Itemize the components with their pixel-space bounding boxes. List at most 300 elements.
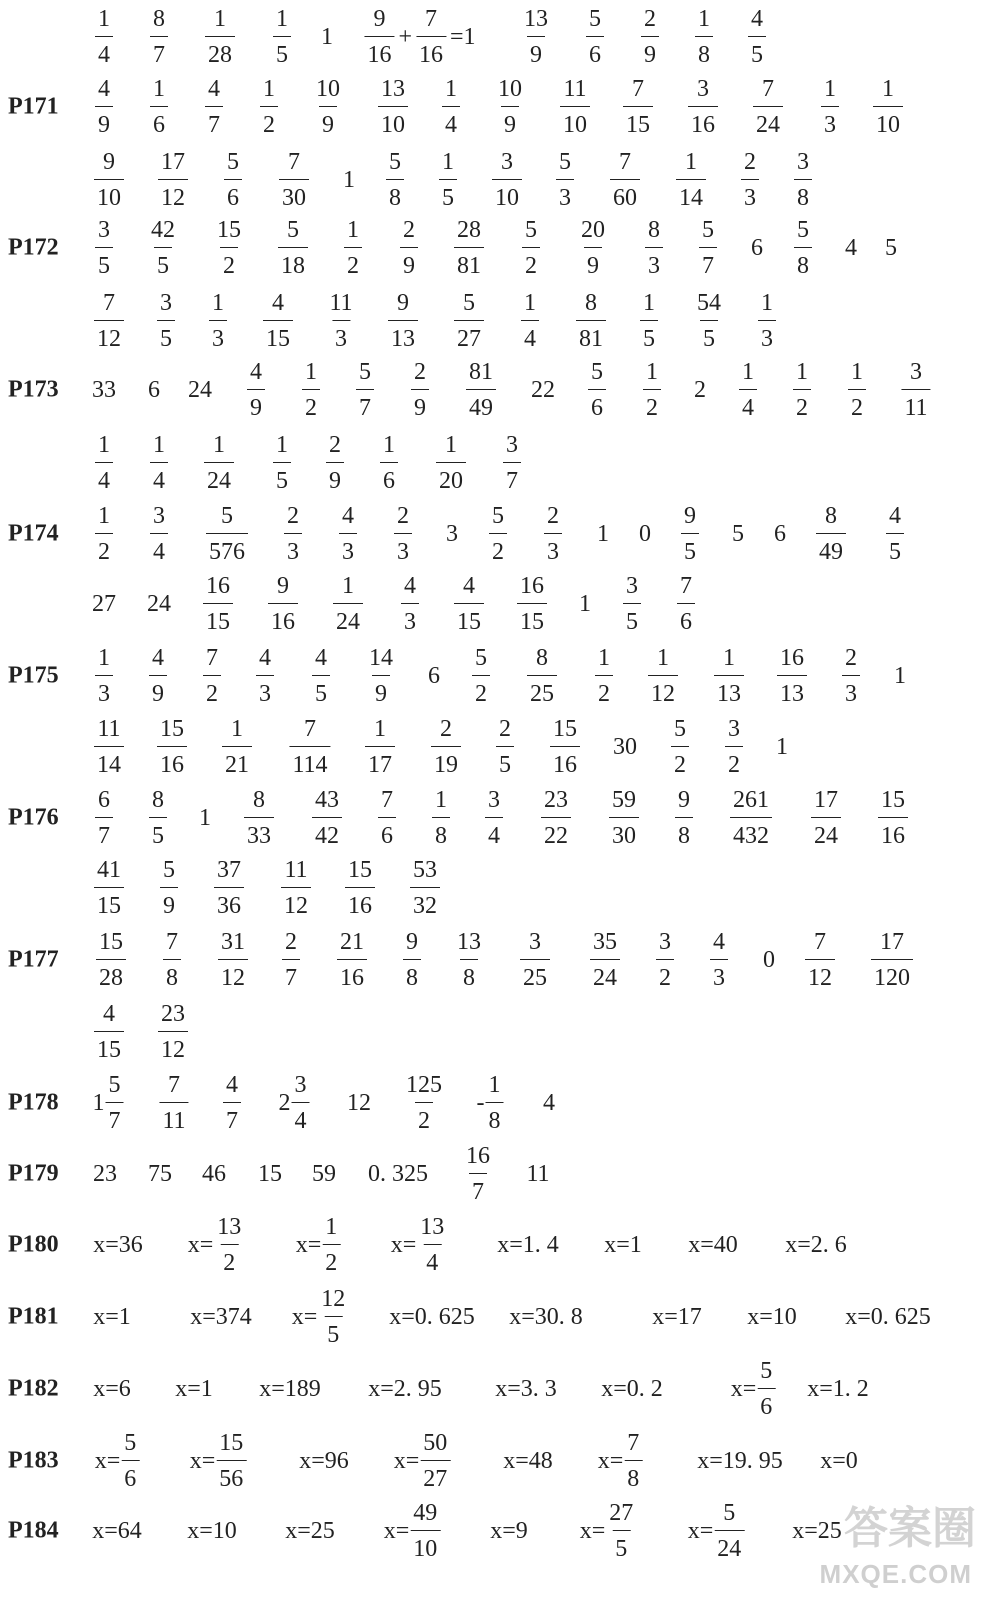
- fraction: [400, 218, 418, 278]
- fraction: [260, 77, 278, 137]
- denominator: 13: [388, 320, 418, 351]
- answer-prefix: x=: [295, 1232, 322, 1258]
- fraction: [95, 504, 113, 564]
- answer-value: x=0. 625: [389, 1304, 475, 1330]
- answer-item: [92, 378, 116, 402]
- answer-item: [811, 788, 841, 848]
- answer-item: [753, 77, 783, 137]
- fraction: [273, 433, 291, 493]
- denominator: 7: [282, 959, 300, 990]
- page-number-label: P183: [8, 1447, 59, 1474]
- numerator: 1: [851, 359, 863, 385]
- fraction: [204, 433, 234, 493]
- numerator: 1: [445, 76, 457, 102]
- mixed-whole: 2: [278, 1090, 291, 1116]
- denominator: 3: [710, 959, 728, 990]
- denominator: 2: [95, 533, 113, 564]
- answer-item: [384, 1501, 441, 1561]
- answer-item: [150, 504, 168, 564]
- numerator: 8: [825, 503, 837, 529]
- fraction: [206, 504, 248, 564]
- answer-item: [601, 1377, 663, 1401]
- answer-item: [472, 646, 490, 706]
- denominator: 4: [521, 320, 539, 351]
- fraction: [223, 1073, 241, 1133]
- answer-item: [526, 1162, 549, 1186]
- fraction: [94, 717, 124, 777]
- denominator: 2: [203, 675, 221, 706]
- numerator: 4: [713, 929, 725, 955]
- answer-item: [260, 77, 278, 137]
- fraction: [95, 77, 113, 137]
- answer-item: [725, 717, 743, 777]
- denominator: 25: [527, 675, 557, 706]
- fraction: [416, 7, 446, 67]
- fraction: [588, 360, 606, 420]
- fraction: [454, 574, 484, 634]
- denominator: 432: [730, 817, 772, 848]
- answer-item: [263, 291, 293, 351]
- numerator: 1: [263, 76, 275, 102]
- fraction: [420, 1431, 450, 1491]
- denominator: 33: [244, 817, 274, 848]
- answer-item: [428, 664, 440, 688]
- answer-item: [158, 1002, 188, 1062]
- fraction: [150, 504, 168, 564]
- denominator: 2: [415, 1102, 433, 1133]
- denominator: 3: [256, 675, 274, 706]
- fraction: [214, 218, 244, 278]
- answer-item: [292, 1287, 349, 1347]
- denominator: 6: [588, 389, 606, 420]
- fraction: [121, 1431, 139, 1491]
- numerator: 5: [227, 149, 239, 175]
- answer-value: x=3. 3: [495, 1376, 557, 1402]
- answer-item: [368, 1162, 428, 1186]
- answer-value: x=10: [747, 1304, 797, 1330]
- numerator: 16: [520, 573, 544, 599]
- numerator: 2: [397, 503, 409, 529]
- answer-item: [296, 1215, 341, 1275]
- answer-item: [259, 1377, 321, 1401]
- denominator: 11: [901, 389, 930, 420]
- answer-item: [431, 717, 461, 777]
- answer-value: 1: [199, 805, 211, 831]
- fraction: [586, 7, 604, 67]
- numerator: 9: [678, 787, 690, 813]
- answer-item: [489, 504, 507, 564]
- fraction: [842, 646, 860, 706]
- fraction: [624, 1431, 642, 1491]
- fraction: [344, 218, 362, 278]
- answer-item: [503, 433, 521, 493]
- answer-item: [403, 1073, 445, 1133]
- numerator: 3: [501, 149, 513, 175]
- fraction: [268, 574, 298, 634]
- answer-item: [623, 574, 641, 634]
- denominator: 9: [247, 389, 265, 420]
- answer-item: [595, 646, 613, 706]
- fraction: [816, 504, 846, 564]
- fraction: [203, 646, 221, 706]
- fraction: [793, 360, 811, 420]
- denominator: 22: [541, 817, 571, 848]
- fraction: [312, 788, 342, 848]
- answer-item: [282, 930, 300, 990]
- answer-item: [93, 1233, 143, 1257]
- fraction: [495, 77, 525, 137]
- answer-item: [312, 646, 330, 706]
- denominator: 24: [590, 959, 620, 990]
- denominator: 2: [671, 746, 689, 777]
- answer-item: [326, 433, 344, 493]
- denominator: 3: [645, 247, 663, 278]
- denominator: 81: [576, 320, 606, 351]
- fraction: [578, 218, 608, 278]
- numerator: 3: [506, 432, 518, 458]
- answer-item: [597, 522, 609, 546]
- answer-item: [339, 504, 357, 564]
- numerator: 9: [373, 6, 386, 32]
- fraction: [96, 930, 126, 990]
- answer-item: [94, 1002, 124, 1062]
- denominator: 7: [223, 1102, 241, 1133]
- answer-item: [368, 1377, 442, 1401]
- answer-item: [517, 574, 547, 634]
- denominator: 42: [312, 817, 342, 848]
- answer-item: [845, 236, 857, 260]
- answer-item: [432, 788, 450, 848]
- numerator: 1: [213, 432, 225, 458]
- answer-item: [95, 646, 113, 706]
- numerator: 17: [880, 929, 904, 955]
- answer-item: [699, 218, 717, 278]
- fraction: [873, 77, 903, 137]
- answer-item: [95, 433, 113, 493]
- answer-value: x=40: [688, 1232, 738, 1258]
- answer-value: 1: [321, 24, 333, 50]
- fraction: [886, 504, 904, 564]
- answer-item: [95, 788, 113, 848]
- answer-item: [747, 1305, 797, 1329]
- numerator: 14: [369, 645, 393, 671]
- denominator: 5: [312, 675, 330, 706]
- answer-value: x=0. 2: [601, 1376, 663, 1402]
- denominator: 5: [623, 603, 641, 634]
- answer-item: [522, 218, 540, 278]
- denominator: 2: [643, 389, 661, 420]
- fraction: [163, 930, 181, 990]
- denominator: 9: [149, 675, 167, 706]
- numerator: 5: [591, 359, 603, 385]
- denominator: 5: [324, 1316, 342, 1347]
- fraction: [94, 1002, 124, 1062]
- answer-item: [159, 1073, 188, 1133]
- answer-value: 22: [531, 377, 555, 403]
- numerator: 1: [435, 787, 447, 813]
- fraction: [214, 858, 244, 918]
- denominator: 4: [485, 817, 503, 848]
- numerator: 5: [163, 857, 175, 883]
- denominator: 19: [431, 746, 461, 777]
- numerator: 11: [329, 290, 353, 316]
- answer-item: [714, 646, 744, 706]
- numerator: 5: [463, 290, 475, 316]
- fraction: [345, 858, 375, 918]
- numerator: 42: [151, 217, 175, 243]
- denominator: 7: [469, 1173, 487, 1204]
- fraction: [386, 150, 404, 210]
- fraction: [378, 788, 396, 848]
- answer-value: x=9: [490, 1518, 528, 1544]
- fraction: [256, 646, 274, 706]
- denominator: 16: [345, 887, 375, 918]
- fraction: [656, 930, 674, 990]
- answer-item: [580, 1501, 637, 1561]
- fraction: [901, 360, 930, 420]
- numerator: 5: [797, 217, 809, 243]
- numerator: 2: [287, 503, 299, 529]
- answer-item: [677, 574, 695, 634]
- answer-item: [258, 1162, 282, 1186]
- fraction: [94, 291, 124, 351]
- numerator: 7: [103, 290, 115, 316]
- numerator: 17: [814, 787, 838, 813]
- numerator: 27: [609, 1500, 634, 1526]
- numerator: 125: [406, 1072, 442, 1098]
- answer-item: [598, 1431, 643, 1491]
- answer-item: [748, 7, 766, 67]
- numerator: 15: [553, 716, 577, 742]
- fraction: [394, 504, 412, 564]
- numerator: 12: [321, 1286, 346, 1312]
- fraction: [148, 218, 178, 278]
- answer-item: [763, 948, 775, 972]
- denominator: 15: [517, 603, 547, 634]
- fraction: [157, 717, 187, 777]
- denominator: 7: [205, 106, 223, 137]
- page-number-label: P173: [8, 376, 59, 403]
- answer-item: [586, 7, 604, 67]
- answer-item: [203, 574, 233, 634]
- answer-value: x=0. 625: [845, 1304, 931, 1330]
- fraction: [149, 646, 167, 706]
- answer-item: [579, 592, 591, 616]
- answer-item: [454, 218, 484, 278]
- page-number-label: P178: [8, 1089, 59, 1116]
- fraction: [590, 930, 620, 990]
- fraction: [337, 930, 367, 990]
- numerator: 54: [697, 290, 721, 316]
- answer-item: [521, 7, 551, 67]
- answer-prefix: x=: [189, 1448, 216, 1474]
- answer-value: 33: [92, 377, 116, 403]
- numerator: 15: [348, 857, 372, 883]
- numerator: 9: [684, 503, 696, 529]
- answer-item: [380, 433, 398, 493]
- numerator: 8: [253, 787, 265, 813]
- numerator: 5: [559, 149, 571, 175]
- numerator: 2: [329, 432, 341, 458]
- answer-item: [544, 504, 562, 564]
- denominator: 10: [378, 106, 408, 137]
- answer-item: [871, 930, 913, 990]
- denominator: 3: [556, 179, 574, 210]
- denominator: 8: [386, 179, 404, 210]
- fraction: [609, 788, 639, 848]
- fraction: [333, 574, 363, 634]
- answer-item: [807, 1377, 869, 1401]
- numerator: 4: [250, 359, 262, 385]
- answer-prefix: x=: [187, 1232, 214, 1258]
- answer-item: [148, 218, 178, 278]
- fraction: [472, 646, 490, 706]
- answer-value: x=6: [93, 1376, 131, 1402]
- fraction: [730, 788, 772, 848]
- denominator: 8: [675, 817, 693, 848]
- denominator: 5: [612, 1530, 630, 1561]
- answer-item: [199, 806, 211, 830]
- answer-item: [364, 7, 479, 67]
- answer-item: [366, 646, 396, 706]
- answer-item: [157, 717, 187, 777]
- answer-item: [326, 291, 355, 351]
- fraction: [714, 646, 744, 706]
- answer-value: 15: [258, 1161, 282, 1187]
- answer-value: 6: [428, 663, 440, 689]
- numerator: 4: [404, 573, 416, 599]
- numerator: 2: [414, 359, 426, 385]
- denominator: 4: [292, 1102, 310, 1133]
- denominator: 2: [489, 533, 507, 564]
- answer-item: [454, 930, 484, 990]
- denominator: 8: [403, 959, 421, 990]
- answer-item: [337, 930, 367, 990]
- watermark-chinese: 答案圈: [844, 1503, 976, 1554]
- answer-prefix: x=: [730, 1376, 757, 1402]
- answer-value: x=25: [792, 1518, 842, 1544]
- numerator: 13: [457, 929, 481, 955]
- numerator: 4: [342, 503, 354, 529]
- fraction: [544, 504, 562, 564]
- denominator: 7: [150, 36, 168, 67]
- denominator: 28: [205, 36, 235, 67]
- fraction: [517, 574, 547, 634]
- denominator: 2: [595, 675, 613, 706]
- answer-item: [93, 1305, 131, 1329]
- numerator: 2: [499, 716, 511, 742]
- fraction: [492, 150, 522, 210]
- answer-item: [751, 236, 763, 260]
- answer-value: 0. 325: [368, 1161, 428, 1187]
- answer-item: [697, 1449, 783, 1473]
- answer-value: 6: [148, 377, 160, 403]
- fraction: [556, 150, 574, 210]
- fraction: [436, 433, 466, 493]
- answer-value: x=2. 6: [785, 1232, 847, 1258]
- answer-item: [873, 77, 903, 137]
- answer-item: [187, 1519, 237, 1543]
- denominator: 15: [263, 320, 293, 351]
- numerator: 23: [161, 1001, 185, 1027]
- answer-item: [95, 218, 113, 278]
- numerator: 1: [761, 290, 773, 316]
- fraction: [292, 1073, 310, 1133]
- denominator: 9: [584, 247, 602, 278]
- answer-item: [302, 360, 320, 420]
- fraction: [522, 218, 540, 278]
- answer-item: [244, 788, 274, 848]
- denominator: 3: [209, 320, 227, 351]
- numerator: 3: [488, 787, 500, 813]
- answer-item: [604, 1233, 642, 1257]
- fraction: [216, 1431, 246, 1491]
- answer-item: [268, 574, 298, 634]
- page-number-label: P181: [8, 1303, 59, 1330]
- answer-value: 59: [312, 1161, 336, 1187]
- fraction: [403, 930, 421, 990]
- fraction: [641, 7, 659, 67]
- answer-item: [190, 1431, 247, 1491]
- numerator: 28: [457, 217, 481, 243]
- fraction: [318, 1287, 348, 1347]
- numerator: 5: [108, 1072, 121, 1098]
- denominator: 2: [725, 746, 743, 777]
- numerator: 3: [98, 217, 110, 243]
- numerator: 16: [206, 573, 230, 599]
- fraction: [521, 291, 539, 351]
- numerator: 4: [315, 645, 327, 671]
- denominator: 5: [748, 36, 766, 67]
- numerator: 43: [315, 787, 339, 813]
- fraction: [794, 218, 812, 278]
- answer-item: [695, 7, 713, 67]
- denominator: 12: [281, 887, 311, 918]
- fraction: [748, 7, 766, 67]
- answer-item: [148, 378, 160, 402]
- denominator: 49: [816, 533, 846, 564]
- numerator: 3: [797, 149, 809, 175]
- answer-value: x=36: [93, 1232, 143, 1258]
- fraction: [205, 77, 223, 137]
- answer-item: [609, 788, 639, 848]
- denominator: 30: [609, 817, 639, 848]
- answer-item: [313, 77, 343, 137]
- numerator: 4: [259, 645, 271, 671]
- answer-item: [588, 360, 606, 420]
- fraction: [263, 291, 293, 351]
- fraction: [681, 504, 699, 564]
- fraction: [595, 646, 613, 706]
- answer-item: [792, 1519, 842, 1543]
- answer-item: [894, 664, 906, 688]
- answer-item: [794, 150, 812, 210]
- answer-value: x=0: [820, 1448, 858, 1474]
- answer-item: [96, 930, 126, 990]
- denominator: 6: [224, 179, 242, 210]
- answer-item: [556, 150, 574, 210]
- numerator: 1: [325, 1214, 338, 1240]
- answer-item: [284, 504, 302, 564]
- answer-item: [463, 1144, 493, 1204]
- denominator: 16: [337, 959, 367, 990]
- numerator: 2: [440, 716, 452, 742]
- numerator: 1: [742, 359, 754, 385]
- answer-value: 24: [147, 591, 171, 617]
- denominator: 3: [95, 675, 113, 706]
- denominator: 16: [688, 106, 718, 137]
- fraction: [365, 717, 395, 777]
